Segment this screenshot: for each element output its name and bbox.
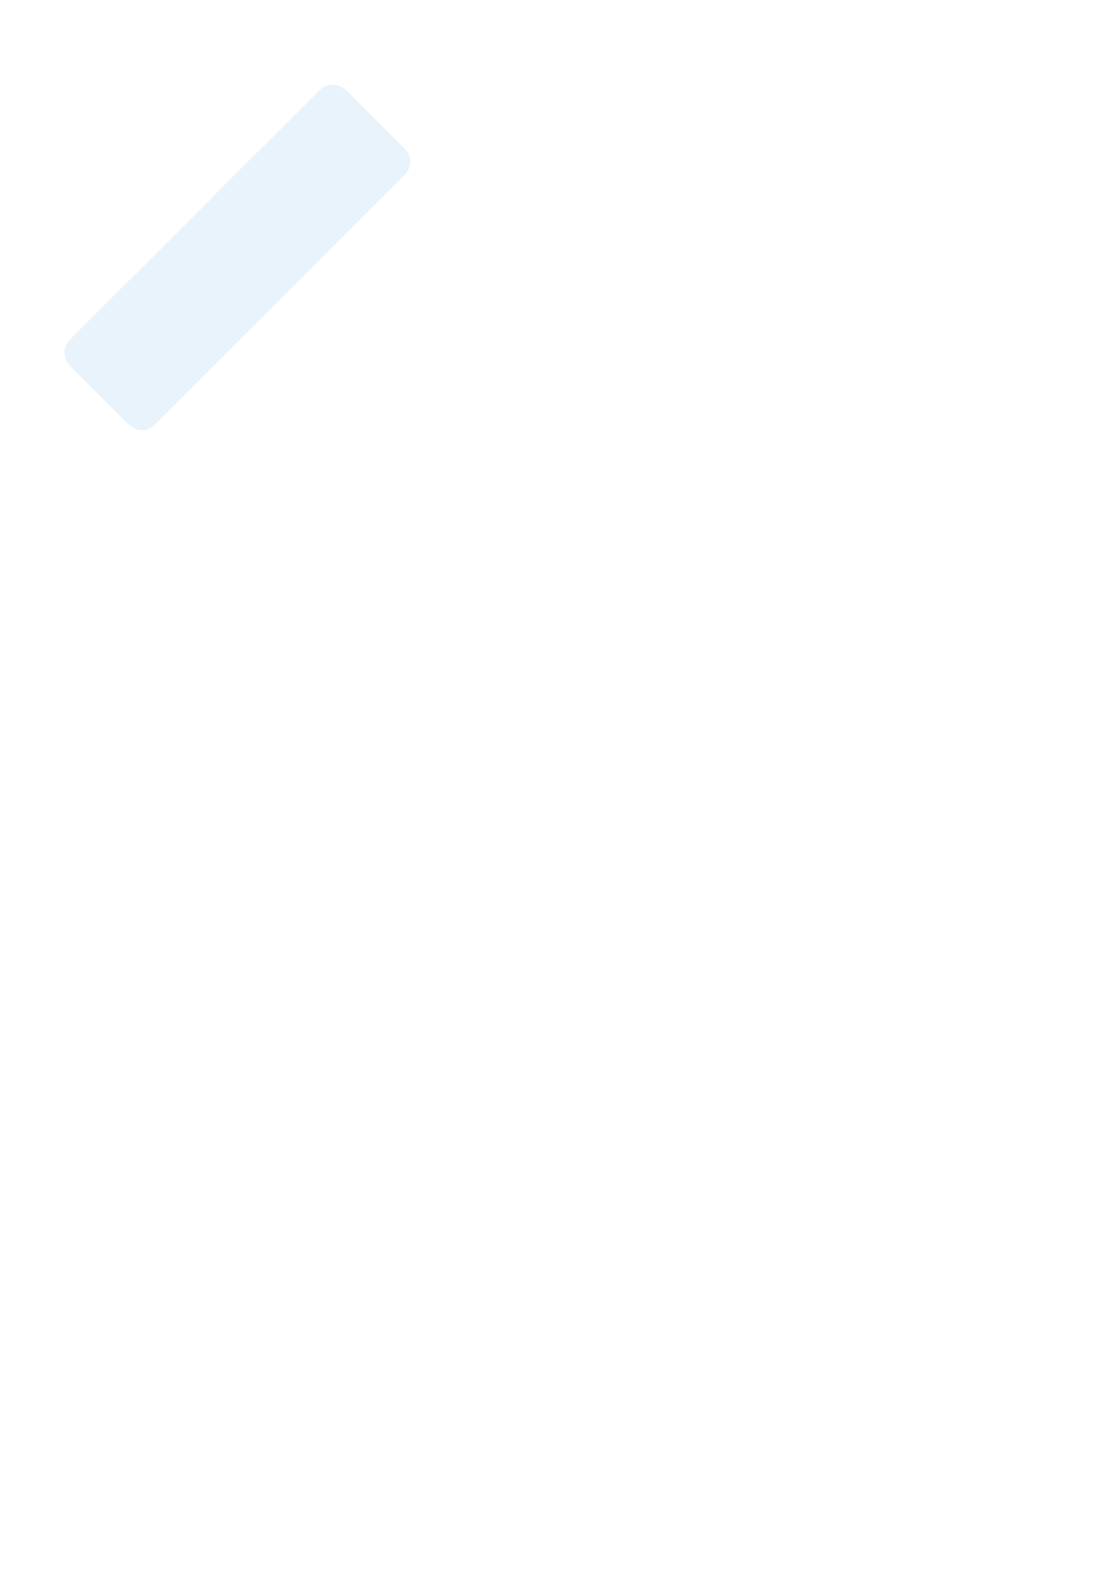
skuola-watermark-logo: [20, 40, 490, 510]
